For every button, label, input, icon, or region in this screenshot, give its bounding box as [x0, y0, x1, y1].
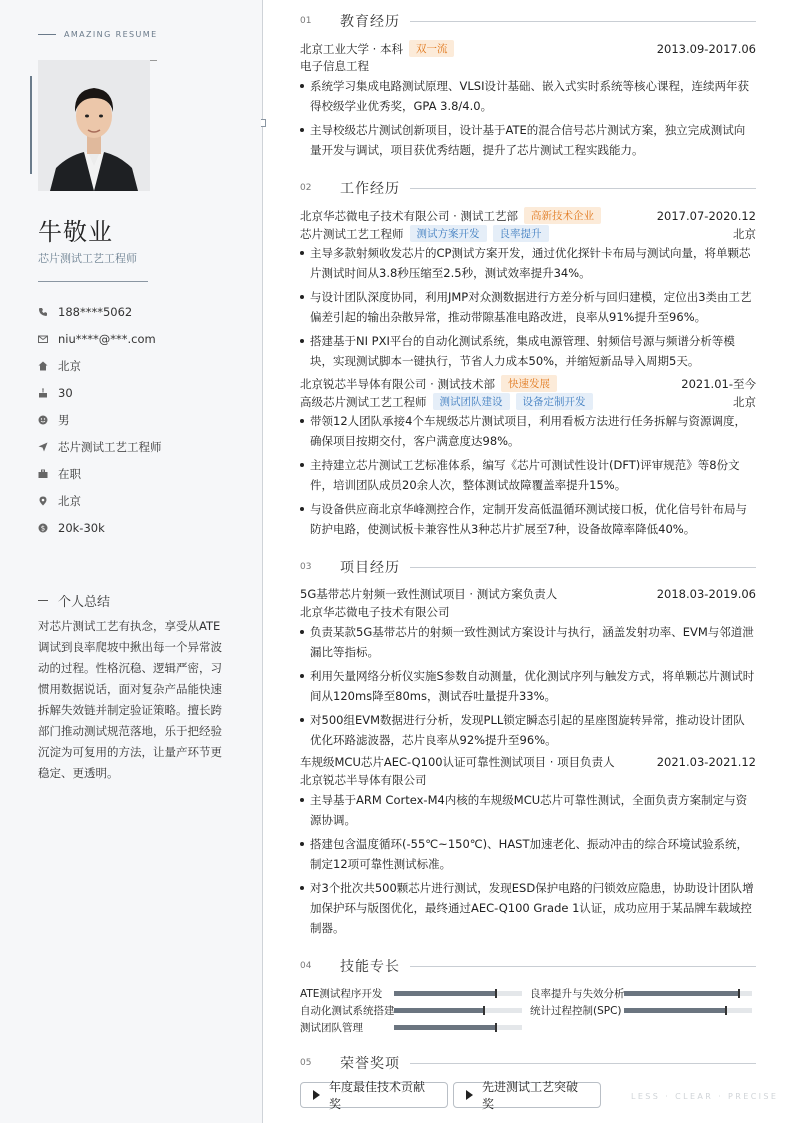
- project-org: 北京锐芯半导体有限公司: [300, 773, 427, 787]
- company-name: 北京锐芯半导体有限公司 · 测试技术部: [300, 376, 495, 391]
- list-item: 主导校级芯片测试创新项目，设计基于ATE的混合信号芯片测试方案，独立完成测试向量开发与调试，项目获优秀结题，提升了芯片测试工程实践能力。: [300, 120, 756, 160]
- award-badge: [300, 1080, 448, 1111]
- company-tag: 快速发展: [501, 375, 557, 392]
- skill-bar-fill: [394, 991, 496, 996]
- section-title: 工作经历: [340, 181, 400, 197]
- skill-item: [530, 986, 752, 1001]
- summary-heading: [38, 591, 110, 610]
- section-number: 02: [300, 183, 312, 193]
- section-awards: [300, 1052, 756, 1074]
- footer-tagline: LESS · CLEAR · PRECISE: [631, 1092, 779, 1101]
- award-label: 先进测试工艺突破奖: [482, 1080, 579, 1111]
- phone-icon: [38, 307, 48, 317]
- section-rule: [410, 966, 756, 967]
- list-item: 负责某款5G基带芯片的射频一致性测试方案设计与执行，涵盖发射功率、EVM与邻道泄漏比等指标。: [300, 622, 756, 662]
- work-city: 北京: [733, 394, 756, 409]
- skill-bar-marker: [495, 1023, 497, 1032]
- work-1-role: [300, 225, 756, 242]
- work-2-header: [300, 375, 756, 392]
- education-major: [300, 58, 756, 74]
- skill-label: 自动化测试系统搭建: [300, 1005, 394, 1017]
- brand-line: [38, 34, 56, 35]
- contact-info: [38, 298, 162, 541]
- skill-bar-fill: [394, 1025, 496, 1030]
- work-date: 2017.07-2020.12: [656, 208, 756, 223]
- role-title: 高级芯片测试工艺工程师: [300, 394, 427, 409]
- photo-accent-bar: [30, 76, 32, 174]
- list-item: 主导基于ARM Cortex-M4内核的车规级MCU芯片可靠性测试，全面负责方案制定与资源协调。: [300, 790, 756, 830]
- section-number: 03: [300, 562, 312, 572]
- profile-photo: [38, 60, 150, 191]
- location-icon: [38, 496, 48, 506]
- section-title: 教育经历: [340, 14, 400, 30]
- project-org: 北京华芯微电子技术有限公司: [300, 605, 450, 619]
- role-tag: 设备定制开发: [516, 393, 593, 410]
- company-tag: 高新技术企业: [524, 207, 601, 224]
- role-title: 芯片测试工艺工程师: [300, 226, 404, 241]
- money-icon: [38, 523, 48, 533]
- project-1-header: [300, 586, 756, 602]
- list-item: 对3个批次共500颗芯片进行测试，发现ESD保护电路的闩锁效应隐患，协助设计团队增加保护环与版图优化，最终通过AEC-Q100 Grade 1认证，成功应用于某品牌车载域控制器。: [300, 878, 756, 938]
- candidate-name: 牛敬业: [38, 218, 113, 246]
- skill-bar: [624, 991, 752, 996]
- info-phone: [38, 298, 162, 325]
- section-title: 荣誉奖项: [340, 1056, 400, 1072]
- home-icon: [38, 361, 48, 371]
- summary-dash: [38, 600, 48, 601]
- candidate-title: 芯片测试工艺工程师: [38, 252, 137, 265]
- education-date: 2013.09-2017.06: [656, 41, 756, 56]
- info-position-text: 芯片测试工艺工程师: [58, 439, 162, 454]
- work-2-role: [300, 393, 756, 410]
- skill-item: [300, 986, 522, 1001]
- work-city: 北京: [733, 226, 756, 241]
- summary-text: 对芯片测试工艺有执念，享受从ATE调试到良率爬坡中揪出每一个异常波动的过程。性格沉稳、逻辑严密，习惯用数据说话，面对复杂产品能快速拆解失效链并制定验证策略。擅长跨部门推动测试规范落地，乐于把经验沉淀为可复用的方法，让量产环节更稳定、更透明。: [38, 619, 222, 780]
- play-icon: [466, 1090, 473, 1100]
- info-salary-text: 20k-30k: [58, 520, 105, 535]
- skill-label: 统计过程控制(SPC): [530, 1005, 622, 1017]
- info-status-text: 在职: [58, 466, 81, 481]
- info-age-text: 30: [58, 385, 73, 400]
- mail-icon: [38, 334, 48, 344]
- section-title: 项目经历: [340, 560, 400, 576]
- section-number: 05: [300, 1058, 312, 1068]
- work-1-header: [300, 207, 756, 224]
- role-tag: 测试方案开发: [410, 225, 487, 242]
- section-work: [300, 177, 756, 199]
- skill-item: [300, 1020, 522, 1035]
- sidebar-hook: [261, 119, 266, 127]
- skill-bar-marker: [483, 1006, 485, 1015]
- info-status: [38, 460, 162, 487]
- brand-text: AMAZING RESUME: [64, 30, 158, 39]
- skill-bar: [394, 1008, 522, 1013]
- list-item: 搭建基于NI PXI平台的自动化测试系统，集成电源管理、射频信号源与频谱分析等模块，实现测试脚本一键执行，节省人力成本50%，并缩短新品导入周期5天。: [300, 331, 756, 371]
- cake-icon: [38, 388, 48, 398]
- summary-heading-text: 个人总结: [58, 595, 111, 610]
- section-skills: [300, 955, 756, 977]
- skill-bar: [394, 1025, 522, 1030]
- info-email: [38, 325, 162, 352]
- list-item: 与设计团队深度协同，利用JMP对众测数据进行方差分析与回归建模，定位出3类由工艺偏差引起的输出杂散异常，推动带隙基准电路改进，良率从91%提升至96%。: [300, 287, 756, 327]
- section-projects: [300, 556, 756, 578]
- company-name: 北京华芯微电子技术有限公司 · 测试工艺部: [300, 208, 518, 223]
- info-age: [38, 379, 162, 406]
- gender-icon: [38, 415, 48, 425]
- info-location-text: 北京: [58, 493, 81, 508]
- section-number: 04: [300, 961, 312, 971]
- list-item: 利用矢量网络分析仪实施S参数自动测量，优化测试序列与触发方式，将单颗芯片测试时间从120ms降至80ms，测试吞吐量提升33%。: [300, 666, 756, 706]
- brand: [38, 30, 158, 39]
- skill-label: ATE测试程序开发: [300, 988, 383, 1000]
- sidebar-divider: [38, 281, 148, 282]
- info-email-text: niu****@***.com: [58, 331, 156, 346]
- project-name: 5G基带芯片射频一致性测试项目 · 测试方案负责人: [300, 587, 558, 601]
- award-label: 年度最佳技术贡献奖: [329, 1080, 426, 1111]
- section-title: 技能专长: [340, 959, 400, 975]
- info-home: [38, 352, 162, 379]
- svg-text:$: $: [40, 524, 46, 532]
- briefcase-icon: [38, 469, 48, 479]
- info-salary: [38, 514, 162, 541]
- school-name: 北京工业大学 · 本科: [300, 41, 403, 56]
- skill-item: [530, 1003, 752, 1018]
- skill-bar-fill: [624, 1008, 726, 1013]
- skill-label: 良率提升与失效分析: [530, 988, 624, 1000]
- list-item: 对500组EVM数据进行分析，发现PLL锁定瞬态引起的星座图旋转异常，推动设计团队优化环路滤波器，芯片良率从92%提升至96%。: [300, 710, 756, 750]
- project-2-header: [300, 754, 756, 770]
- project-2-org: [300, 772, 756, 788]
- info-home-text: 北京: [58, 358, 81, 373]
- project-date: 2021.03-2021.12: [656, 755, 756, 769]
- skill-bar-marker: [725, 1006, 727, 1015]
- skill-bar-fill: [394, 1008, 484, 1013]
- list-item: 系统学习集成电路测试原理、VLSI设计基础、嵌入式实时系统等核心课程，连续两年获得校级学业优秀奖，GPA 3.8/4.0。: [300, 76, 756, 116]
- skill-label: 测试团队管理: [300, 1022, 363, 1034]
- section-number: 01: [300, 16, 312, 26]
- section-rule: [410, 567, 756, 568]
- info-gender: [38, 406, 162, 433]
- portrait-image: [38, 60, 150, 191]
- role-tag: 测试团队建设: [433, 393, 510, 410]
- list-item: 搭建包含温度循环(-55℃~150℃)、HAST加速老化、振动冲击的综合环境试验系统，制定12项可靠性测试标准。: [300, 834, 756, 874]
- info-position: [38, 433, 162, 460]
- project-name: 车规级MCU芯片AEC-Q100认证可靠性测试项目 · 项目负责人: [300, 755, 615, 769]
- skill-bar-marker: [495, 989, 497, 998]
- award-badge: [453, 1080, 601, 1111]
- section-education: [300, 10, 756, 32]
- info-phone-text: 188****5062: [58, 304, 133, 319]
- skill-bar: [624, 1008, 752, 1013]
- info-location: [38, 487, 162, 514]
- list-item: 带领12人团队承接4个车规级芯片测试项目，利用看板方法进行任务拆解与资源调度，确保项目按期交付，客户满意度达98%。: [300, 411, 756, 451]
- skill-bar-marker: [738, 989, 740, 998]
- skill-bar-fill: [624, 991, 739, 996]
- education-header: [300, 40, 756, 57]
- section-rule: [410, 1063, 756, 1064]
- play-icon: [313, 1090, 320, 1100]
- info-gender-text: 男: [58, 412, 70, 427]
- list-item: 与设备供应商北京华峰测控合作，定制开发高低温循环测试接口板，优化信号针布局与防护电路，使测试板卡兼容性从3种芯片扩展至7种，设备故障率降低40%。: [300, 499, 756, 539]
- major-text: 电子信息工程: [300, 59, 369, 73]
- project-date: 2018.03-2019.06: [656, 587, 756, 601]
- skill-item: [300, 1003, 522, 1018]
- section-rule: [410, 21, 756, 22]
- work-date: 2021.01-至今: [681, 376, 756, 391]
- send-icon: [38, 442, 48, 452]
- skill-bar: [394, 991, 522, 996]
- list-item: 主持建立芯片测试工艺标准体系，编写《芯片可测试性设计(DFT)评审规范》等8份文件，培训团队成员20余人次，整体测试故障覆盖率提升15%。: [300, 455, 756, 495]
- project-1-org: [300, 604, 756, 620]
- section-rule: [410, 188, 756, 189]
- school-tag: 双一流: [409, 40, 455, 57]
- sidebar: [0, 0, 263, 1123]
- list-item: 主导多款射频收发芯片的CP测试方案开发，通过优化探针卡布局与测试向量，将单颗芯片测试时间从3.8秒压缩至2.5秒，测试效率提升34%。: [300, 243, 756, 283]
- role-tag: 良率提升: [493, 225, 549, 242]
